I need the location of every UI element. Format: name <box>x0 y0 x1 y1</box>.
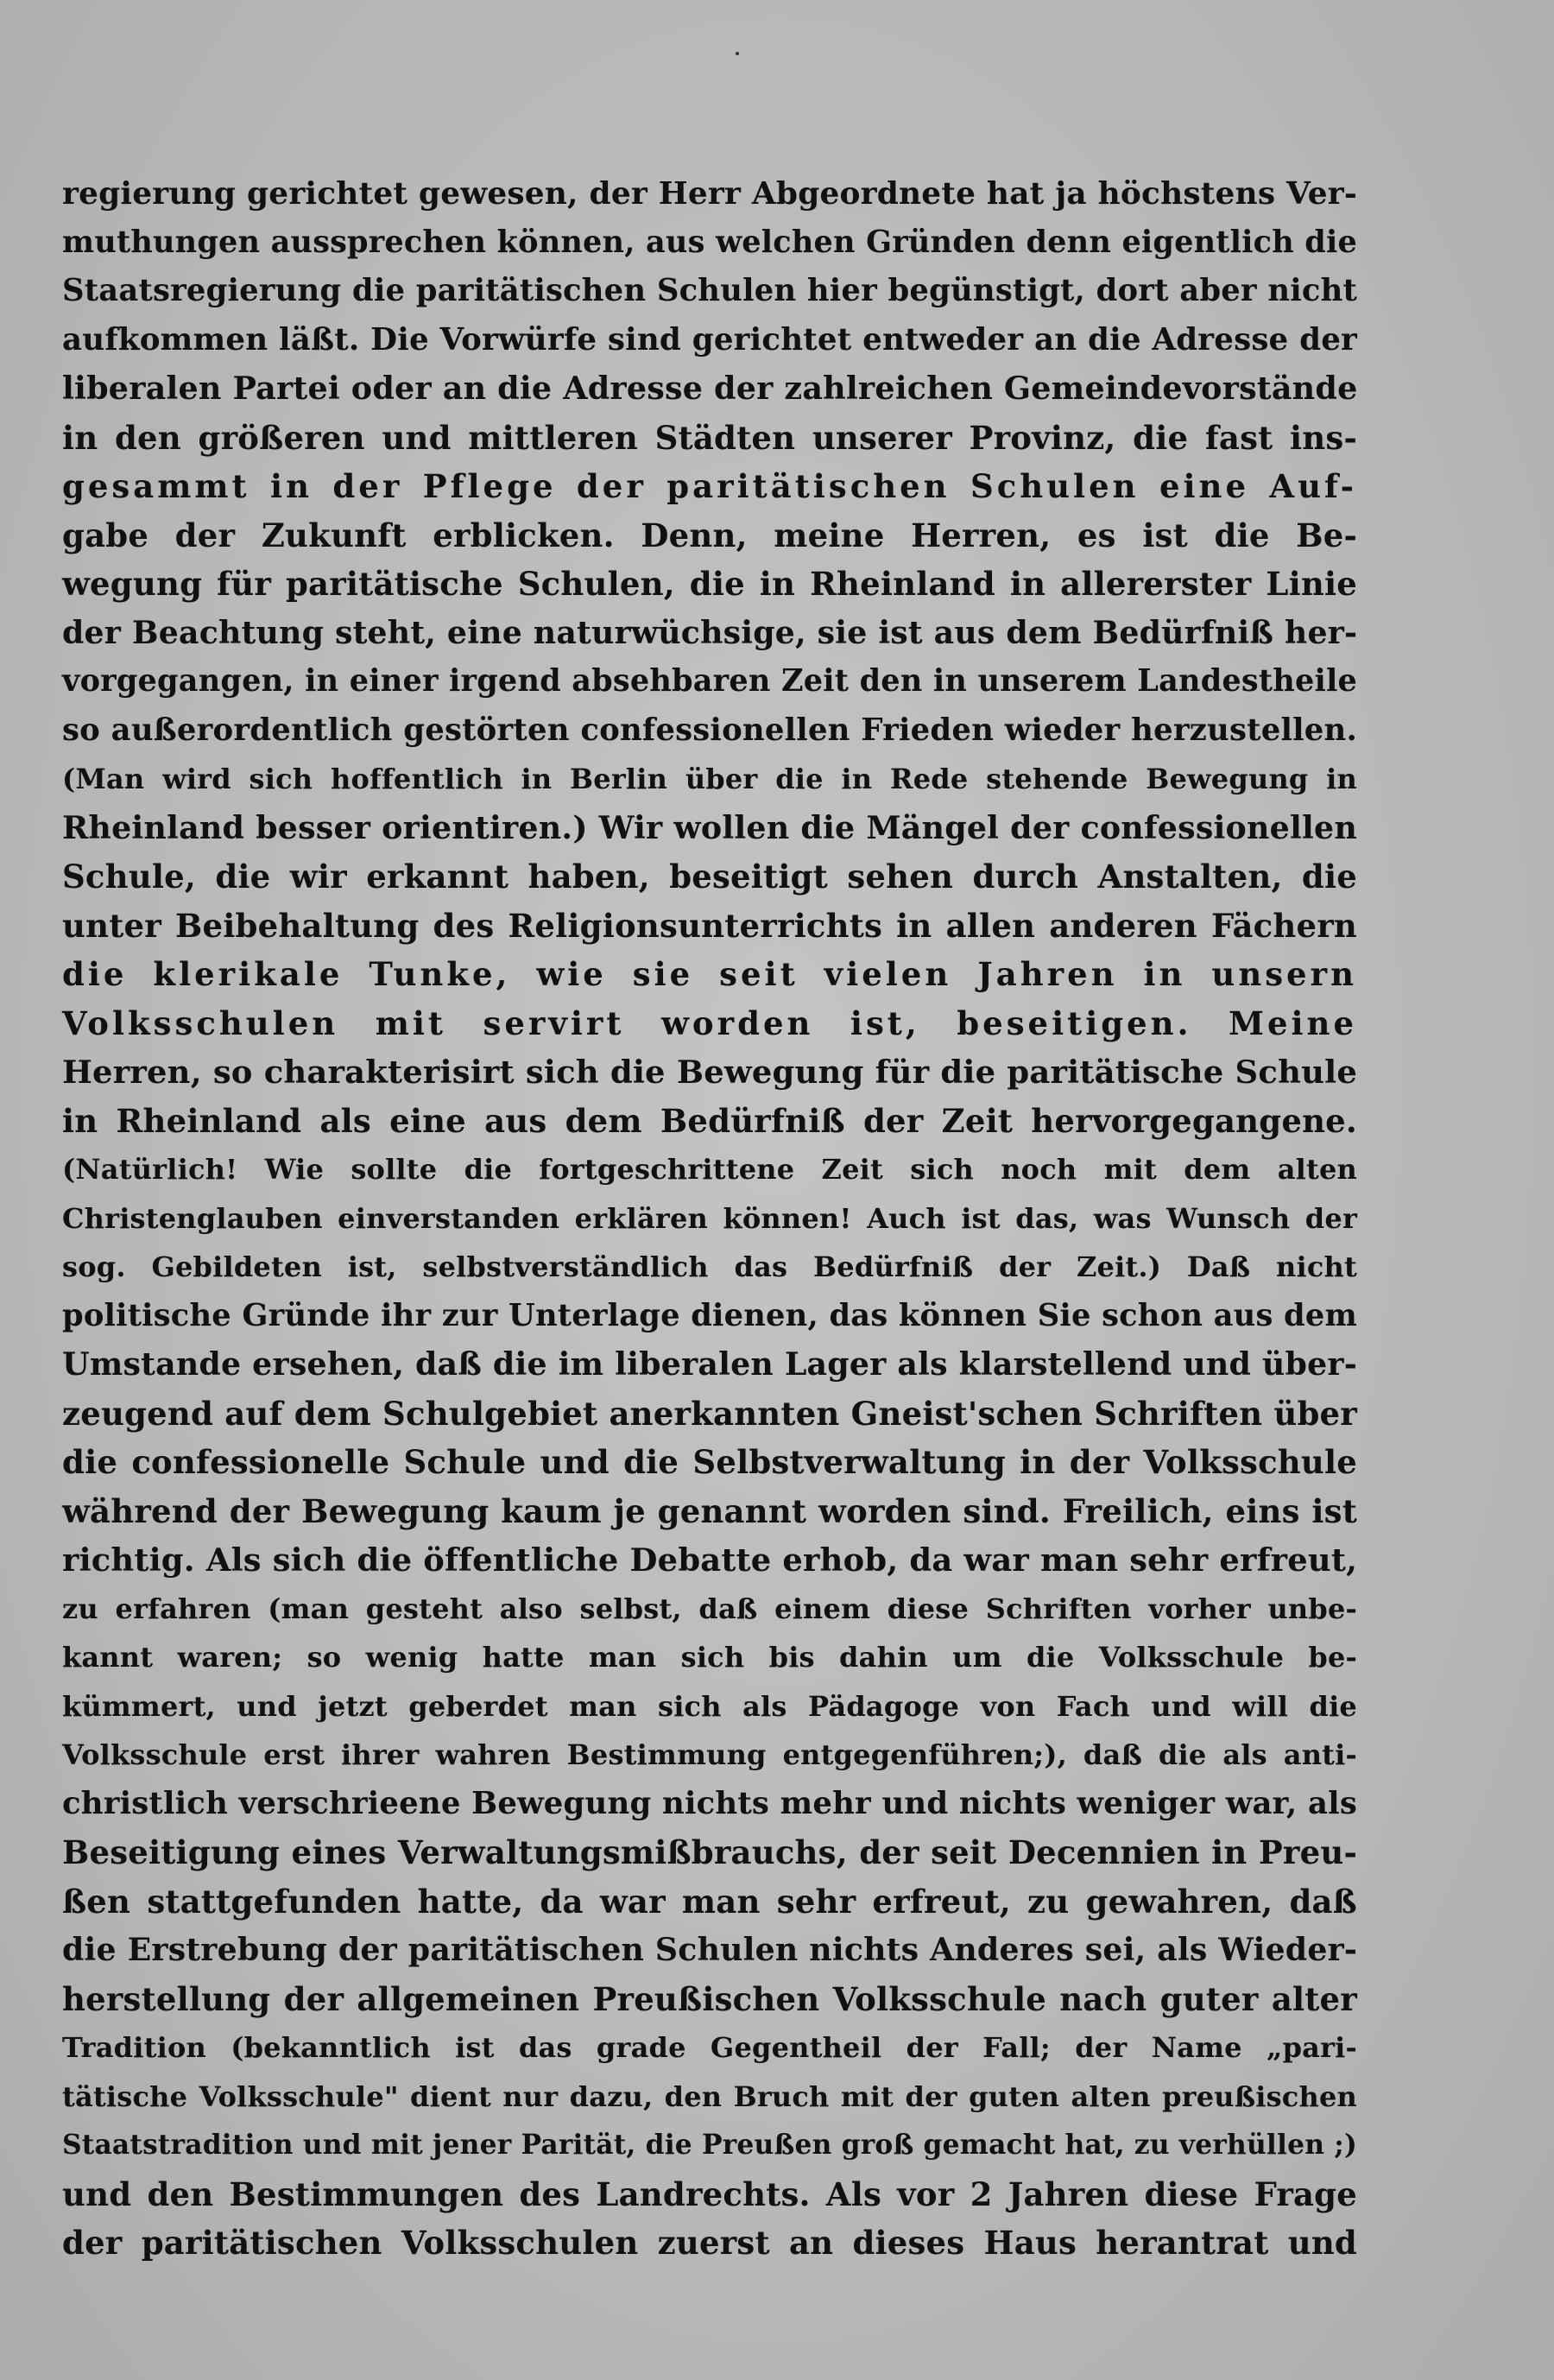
text-line: Tradition (bekanntlich ist das grade Gegentheil der Fall; der Name „pari- <box>62 2031 1357 2064</box>
text-line: zu erfahren (man gesteht also selbst, daß einem diese Schriften vorher unbe- <box>62 1592 1357 1625</box>
text-line: Rheinland besser orientiren.) Wir wollen die Mängel der confessionellen <box>62 808 1357 846</box>
text-line: (Natürlich! Wie sollte die fortgeschrittene Zeit sich noch mit dem alten <box>62 1153 1357 1186</box>
text-line: Herren, so charakterisirt sich die Bewegung für die paritätische Schule <box>62 1053 1357 1091</box>
text-line: richtig. Als sich die öffentliche Debatte erhob, da war man sehr erfreut, <box>62 1541 1358 1579</box>
text-line: die klerikale Tunke, wie sie seit vielen Jahren in unsern <box>62 955 1357 993</box>
text-line: gabe der Zukunft erblicken. Denn, meine Herren, es ist die Be- <box>62 516 1357 554</box>
text-line: Staatstradition und mit jener Parität, die Preußen groß gemacht hat, zu verhüllen ;) <box>62 2130 1358 2161</box>
text-line: in Rheinland als eine aus dem Bedürfniß der Zeit hervorgegangene. <box>62 1101 1357 1140</box>
text-line: vorgegangen, in einer irgend absehbaren Zeit den in unserem Landestheile <box>62 663 1357 699</box>
text-line: so außerordentlich gestörten confessionellen Frieden wieder herzustellen. <box>62 712 1357 748</box>
text-line: Volksschulen mit servirt worden ist, beseitigen. Meine <box>62 1003 1357 1042</box>
text-line: und den Bestimmungen des Landrechts. Als vor 2 Jahren diese Frage <box>62 2174 1357 2213</box>
text-line: kannt waren; so wenig hatte man sich bis dahin um die Volksschule be- <box>62 1641 1357 1674</box>
text-line: Beseitigung eines Verwaltungsmißbrauchs, der seit Decennien in Preu- <box>62 1833 1357 1871</box>
text-line: Schule, die wir erkannt haben, beseitigt sehen durch Anstalten, die <box>62 858 1357 896</box>
text-line: gesammt in der Pflege der paritätischen Schulen eine Auf- <box>62 467 1357 505</box>
text-line: aufkommen läßt. Die Vorwürfe sind gerichtet entweder an die Adresse der <box>62 321 1357 358</box>
text-line: kümmert, und jetzt geberdet man sich als Pädagoge von Fach und will die <box>62 1689 1357 1723</box>
text-line: wegung für paritätische Schulen, die in Rheinland in allererster Linie <box>62 565 1357 603</box>
text-line: regierung gerichtet gewesen, der Herr Abgeordnete hat ja höchstens Ver- <box>62 175 1357 212</box>
text-line: während der Bewegung kaum je genannt worden sind. Freilich, eins ist <box>62 1491 1357 1530</box>
text-line: Staatsregierung die paritätischen Schulen hier begünstigt, dort aber nicht <box>62 273 1357 308</box>
text-line: politische Gründe ihr zur Unterlage dienen, das können Sie schon aus dem <box>62 1297 1357 1333</box>
text-line: Christenglauben einverstanden erklären können! Auch ist das, was Wunsch der <box>62 1201 1357 1235</box>
text-line: liberalen Partei oder an die Adresse der zahlreichen Gemeindevorstände <box>62 370 1358 407</box>
text-line: ßen stattgefunden hatte, da war man sehr erfreut, zu gewahren, daß <box>62 1882 1357 1921</box>
text-line: Volksschule erst ihrer wahren Bestimmung entgegenführen;), daß die als anti- <box>62 1738 1357 1771</box>
text-line: zeugend auf dem Schulgebiet anerkannten Gneist'schen Schriften über <box>62 1394 1357 1433</box>
text-line: der Beachtung steht, eine naturwüchsige, sie ist aus dem Bedürfniß her- <box>62 613 1358 651</box>
text-line: muthungen aussprechen können, aus welchen Gründen denn eigentlich die <box>62 224 1357 260</box>
print-speck <box>736 52 739 55</box>
text-line: die Erstrebung der paritätischen Schulen nichts Anderes sei, als Wieder- <box>62 1931 1358 1968</box>
text-line: christlich verschrieene Bewegung nichts mehr und nichts weniger war, als <box>62 1785 1357 1821</box>
text-line: in den größeren und mittleren Städten unserer Provinz, die fast ins- <box>62 418 1357 457</box>
text-line: sog. Gebildeten ist, selbstverständlich das Bedürfniß der Zeit.) Daß nicht <box>62 1250 1357 1283</box>
text-line: (Man wird sich hoffentlich in Berlin über die in Rede stehende Bewegung in <box>62 763 1357 795</box>
text-line: der paritätischen Volksschulen zuerst an dieses Haus herantrat und <box>62 2224 1357 2262</box>
text-line: Umstande ersehen, daß die im liberalen Lager als klarstellend und über- <box>62 1345 1357 1383</box>
text-line: unter Beibehaltung des Religionsunterrichts in allen anderen Fächern <box>62 906 1357 945</box>
text-line: tätische Volksschule" dient nur dazu, den Bruch mit der guten alten preußischen <box>62 2079 1357 2113</box>
body-text <box>62 169 1357 2268</box>
text-line: herstellung der allgemeinen Preußischen Volksschule nach guter alter <box>62 1979 1357 2018</box>
text-line: die confessionelle Schule und die Selbstverwaltung in der Volksschule <box>62 1443 1357 1481</box>
